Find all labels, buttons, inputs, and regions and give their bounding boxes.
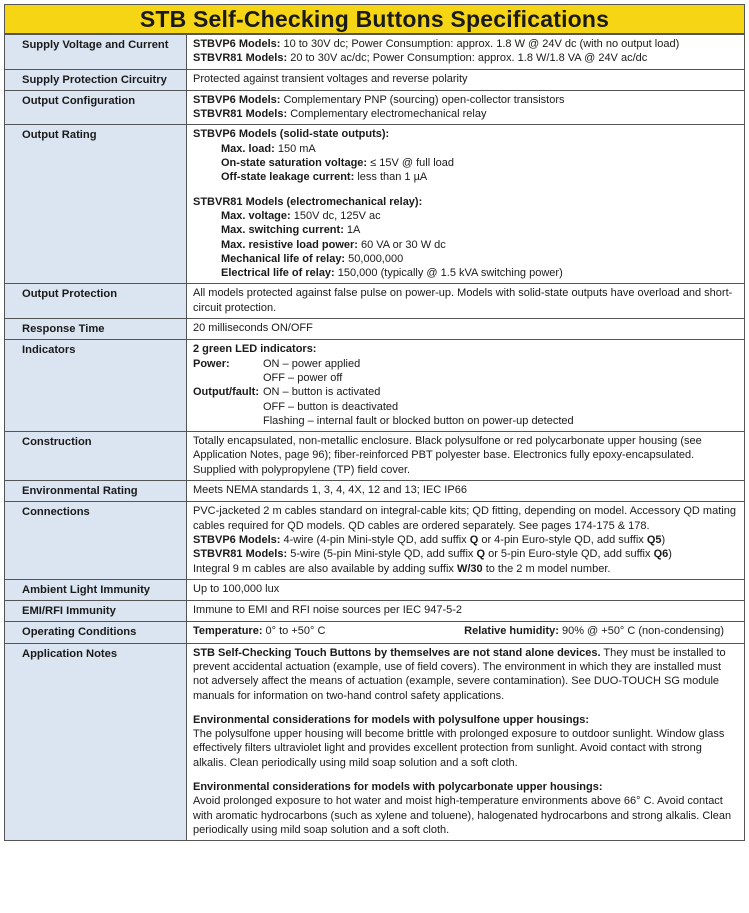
row-value: Immune to EMI and RFI noise sources per IEC 947-5-2 — [187, 601, 745, 622]
spec-sheet — [4, 4, 745, 841]
suffix: Q — [476, 548, 486, 561]
table-row — [5, 432, 745, 481]
row-value — [187, 502, 745, 579]
spec-text: The polysulfone upper housing will become brittle with prolonged exposure to outdoor sunlight. Window glass effectively filters ultraviolet light and provides excellent protection from sunlight. Avoid contact with strong alkalis. Clean periodically using mild soap solution and a soft cloth. — [193, 728, 725, 769]
row-value: Protected against transient voltages and reverse polarity — [187, 69, 745, 90]
spec-text: 150,000 (typically @ 1.5 kVA switching power) — [334, 267, 563, 280]
spec-text: 50,000,000 — [345, 252, 404, 265]
spec-text: 20 to 30V ac/dc; Power Consumption: approx. 1.8 W/1.8 VA @ 24V ac/dc — [287, 52, 648, 65]
model-name: STBVP6 Models: — [193, 533, 281, 546]
page-title: STB Self-Checking Buttons Specifications — [4, 4, 745, 34]
note-emphasis: STB Self-Checking Touch Buttons by themselves are not stand alone devices. — [193, 646, 601, 659]
spec-text: ) — [668, 548, 672, 561]
spec-key: Output/fault: — [193, 386, 259, 399]
spec-text: OFF – power off — [263, 371, 343, 384]
spec-text: 5-wire (5-pin Mini-style QD, add suffix — [287, 548, 477, 561]
spec-text: They must be installed to prevent accidental actuation (example, use of field covers). The environment in which they are installed must not adversely affect the means of actuation (example, severe contamination). See DUO-TOUCH SG module manuals for information on two-hand control safety applications. — [193, 646, 726, 702]
spec-key: Max. voltage: — [221, 209, 291, 222]
spec-text: 0° to +50° C — [262, 625, 326, 638]
section-heading: Environmental considerations for models with polysulfone upper housings: — [193, 713, 590, 726]
spec-text: ≤ 15V @ full load — [367, 157, 454, 170]
table-row — [5, 579, 745, 600]
model-name: STBVR81 Models: — [193, 548, 288, 561]
row-label: Operating Conditions — [5, 622, 187, 643]
table-row — [5, 622, 745, 643]
row-value: Totally encapsulated, non-metallic enclosure. Black polysulfone or red polycarbonate upper housing (see Application Notes, page 96); fiber-reinforced PBT polyester base. Electronics fully epoxy-encapsulated. Supplied with polypropylene (TP) field cover. — [187, 432, 745, 481]
table-row — [5, 601, 745, 622]
section-heading: 2 green LED indicators: — [193, 343, 317, 356]
suffix: Q5 — [646, 533, 662, 546]
spec-text: ON – power applied — [263, 357, 361, 370]
spec-key: Mechanical life of relay: — [221, 252, 346, 265]
row-value — [187, 90, 745, 125]
row-label: Ambient Light Immunity — [5, 579, 187, 600]
spec-key: Electrical life of relay: — [221, 267, 335, 280]
spec-text: less than 1 µA — [354, 171, 428, 184]
table-row — [5, 69, 745, 90]
spec-text: Integral 9 m cables are also available by adding suffix — [193, 562, 457, 575]
spec-text: 10 to 30V dc; Power Consumption: approx. 1.8 W @ 24V dc (with no output load) — [280, 38, 680, 50]
section-heading: Environmental considerations for models with polycarbonate upper housings: — [193, 781, 603, 794]
spec-text: PVC-jacketed 2 m cables standard on integral-cable kits; QD fitting, depending on model. Accessory QD mating cables required for QD models. QD cables are ordered separately. See pages 174-175 & 178. — [193, 505, 736, 532]
spec-key: Max. switching current: — [221, 224, 344, 237]
suffix: Q6 — [653, 548, 669, 561]
table-row — [5, 284, 745, 319]
row-value — [187, 35, 745, 70]
table-row — [5, 319, 745, 340]
suffix: W/30 — [456, 562, 483, 575]
row-value — [187, 125, 745, 284]
model-name: STBVP6 Models: — [193, 93, 281, 106]
model-name: STBVP6 Models: — [193, 38, 281, 50]
spec-text: ON – button is activated — [263, 386, 381, 399]
row-label: Environmental Rating — [5, 481, 187, 502]
row-label: EMI/RFI Immunity — [5, 601, 187, 622]
spec-text: Avoid prolonged exposure to hot water and moist high-temperature environments above 66° C. Avoid contact with aromatic hydrocarbons (such as xylene and toluene), halogenated hydrocarbons and strong alkalis. Clean periodically using mild soap solution and a soft cloth. — [193, 795, 732, 836]
section-heading: STBVR81 Models (electromechanical relay): — [193, 195, 423, 208]
spec-text: or 4-pin Euro-style QD, add suffix — [478, 533, 647, 546]
row-value: Up to 100,000 lux — [187, 579, 745, 600]
spec-text: Flashing – internal fault or blocked button on power-up detected — [263, 414, 574, 427]
table-row — [5, 90, 745, 125]
spec-key: Relative humidity: — [464, 625, 559, 638]
suffix: Q — [469, 533, 479, 546]
spec-text: Complementary electromechanical relay — [287, 108, 487, 121]
row-label: Response Time — [5, 319, 187, 340]
model-name: STBVR81 Models: — [193, 52, 288, 65]
model-name: STBVR81 Models: — [193, 108, 288, 121]
row-value: All models protected against false pulse on power-up. Models with solid-state outputs have overload and short-circuit protection. — [187, 284, 745, 319]
spec-key: Max. resistive load power: — [221, 238, 358, 251]
spec-key: Max. load: — [221, 142, 275, 155]
row-label: Connections — [5, 502, 187, 579]
row-label: Supply Voltage and Current — [5, 35, 187, 70]
row-value: 20 milliseconds ON/OFF — [187, 319, 745, 340]
spec-key: Off-state leakage current: — [221, 171, 355, 184]
table-row — [5, 125, 745, 284]
spec-text: Complementary PNP (sourcing) open-collector transistors — [280, 93, 565, 106]
spec-text: ) — [661, 533, 666, 546]
row-label: Application Notes — [5, 643, 187, 841]
spec-text: 60 VA or 30 W dc — [357, 238, 446, 251]
spec-text: 90% @ +50° C (non-condensing) — [558, 625, 724, 638]
row-label: Supply Protection Circuitry — [5, 69, 187, 90]
row-label: Output Rating — [5, 125, 187, 284]
spec-key: On-state saturation voltage: — [221, 157, 368, 170]
spec-text: 150V dc, 125V ac — [290, 209, 381, 222]
table-row — [5, 340, 745, 432]
row-value: Meets NEMA standards 1, 3, 4, 4X, 12 and 13; IEC IP66 — [187, 481, 745, 502]
row-label: Output Protection — [5, 284, 187, 319]
spec-text: or 5-pin Euro-style QD, add suffix — [485, 548, 654, 561]
row-label: Construction — [5, 432, 187, 481]
row-label: Output Configuration — [5, 90, 187, 125]
table-row — [5, 481, 745, 502]
table-row — [5, 35, 745, 70]
spec-text: OFF – button is deactivated — [263, 400, 399, 413]
spec-text: 150 mA — [274, 142, 316, 155]
row-value — [187, 643, 745, 841]
section-heading: STBVP6 Models (solid-state outputs): — [193, 128, 390, 141]
row-value — [187, 340, 745, 432]
spec-key: Temperature: — [193, 625, 263, 638]
spec-text: 1A — [343, 224, 361, 237]
spec-key: Power: — [193, 357, 230, 370]
table-row — [5, 643, 745, 841]
spec-text: to the 2 m model number. — [482, 562, 611, 575]
spec-text: 4-wire (4-pin Mini-style QD, add suffix — [280, 533, 470, 546]
row-value — [187, 622, 745, 643]
spec-table — [4, 34, 745, 841]
table-row — [5, 502, 745, 579]
row-label: Indicators — [5, 340, 187, 432]
